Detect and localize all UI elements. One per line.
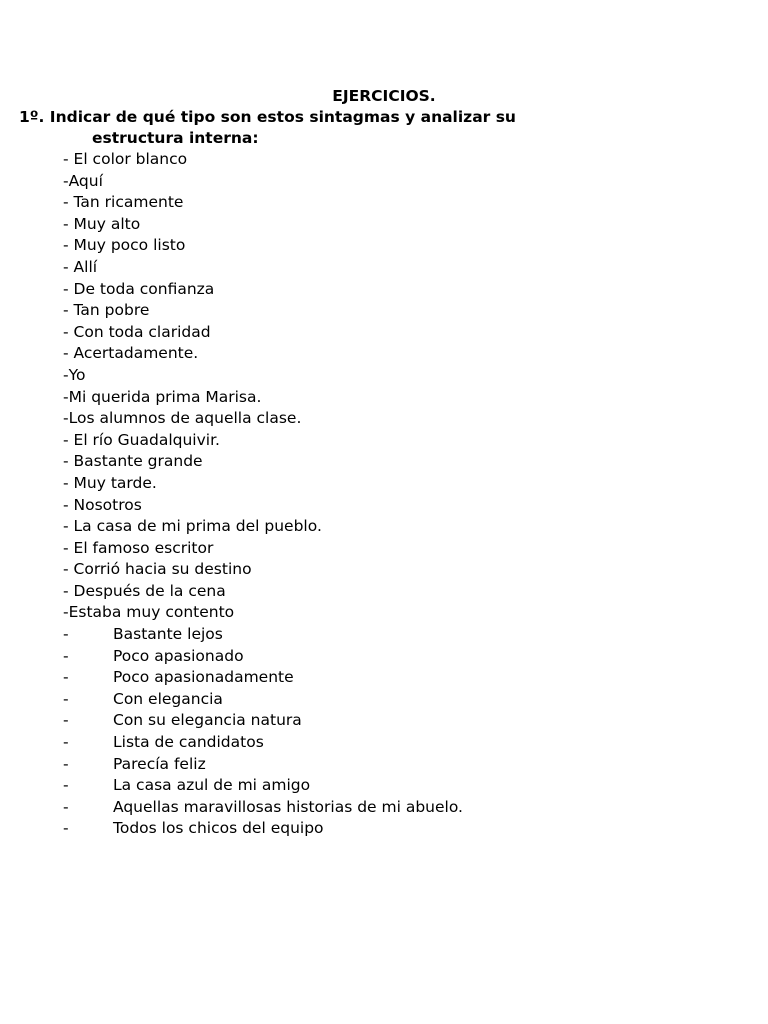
list-item-text: Estaba muy contento [68, 603, 235, 622]
list-item-text: Muy poco listo [73, 236, 186, 255]
list-item-bullet: - [63, 797, 69, 816]
list-item [63, 602, 463, 624]
list-item [63, 343, 463, 365]
list-item-bullet: - [63, 689, 69, 708]
phrase-list [63, 149, 463, 840]
list-item-text: Bastante grande [73, 452, 203, 471]
list-item [63, 279, 463, 301]
list-item [63, 624, 463, 646]
list-item-text: Mi querida prima Marisa. [68, 387, 262, 406]
list-item [63, 495, 463, 517]
list-item [63, 732, 463, 754]
list-item-bullet: - [63, 603, 69, 622]
list-item-text: Aquellas maravillosas historias de mi abuelo. [113, 797, 463, 816]
list-item-text: Con elegancia [113, 689, 223, 708]
list-item-text: Nosotros [73, 495, 142, 514]
list-item-bullet: - [63, 473, 74, 492]
list-item [63, 775, 463, 797]
list-item [63, 818, 463, 840]
list-item-bullet: - [63, 387, 69, 406]
list-item-text: Con su elegancia natura [113, 711, 302, 730]
list-item-bullet: - [63, 646, 69, 665]
list-item-text: Parecía feliz [113, 754, 206, 773]
list-item-text: De toda confianza [73, 279, 215, 298]
list-item-text: El río Guadalquivir. [73, 430, 220, 449]
list-item [63, 797, 463, 819]
list-item-bullet: - [63, 236, 74, 255]
list-item [63, 214, 463, 236]
list-item-text: Muy tarde. [73, 473, 157, 492]
list-item-bullet: - [63, 776, 69, 795]
question-line-2: estructura interna: [92, 129, 259, 147]
list-item-bullet: - [63, 538, 74, 557]
list-item-bullet: - [63, 193, 74, 212]
list-item-bullet: - [63, 754, 69, 773]
list-item-bullet: - [63, 495, 74, 514]
list-item-bullet: - [63, 279, 74, 298]
list-item-bullet: - [63, 517, 74, 536]
list-item-text: La casa azul de mi amigo [113, 776, 311, 795]
list-item-bullet: - [63, 257, 74, 276]
list-item-bullet: - [63, 171, 69, 190]
list-item-text: Aquí [68, 171, 103, 190]
document-title: EJERCICIOS. [332, 87, 436, 105]
list-item [63, 365, 463, 387]
list-item-text: Bastante lejos [113, 625, 223, 644]
list-item [63, 538, 463, 560]
list-item [63, 430, 463, 452]
list-item-text: Poco apasionadamente [113, 668, 294, 687]
list-item-text: Muy alto [73, 214, 141, 233]
list-item [63, 257, 463, 279]
list-item [63, 689, 463, 711]
list-item-bullet: - [63, 452, 74, 471]
list-item-bullet: - [63, 344, 74, 363]
list-item [63, 171, 463, 193]
exercise-question [19, 107, 659, 149]
list-item [63, 754, 463, 776]
list-item-text: Tan pobre [73, 301, 150, 320]
list-item [63, 300, 463, 322]
list-item [63, 559, 463, 581]
list-item [63, 581, 463, 603]
list-item [63, 710, 463, 732]
list-item [63, 667, 463, 689]
list-item [63, 473, 463, 495]
list-item-bullet: - [63, 150, 74, 168]
list-item-text: Allí [73, 257, 98, 276]
list-item-text: Acertadamente. [73, 344, 199, 363]
list-item-bullet: - [63, 322, 74, 341]
list-item-bullet: - [63, 733, 69, 752]
question-line-1: 1º. Indicar de qué tipo son estos sintagmas y analizar su [19, 108, 516, 126]
list-item-text: Poco apasionado [113, 646, 244, 665]
list-item-text: La casa de mi prima del pueblo. [73, 517, 322, 536]
list-item-text: El color blanco [73, 150, 188, 168]
list-item-bullet: - [63, 625, 69, 644]
list-item-bullet: - [63, 301, 74, 320]
list-item-text: Tan ricamente [73, 193, 184, 212]
list-item-bullet: - [63, 409, 69, 428]
list-item [63, 235, 463, 257]
list-item [63, 646, 463, 668]
list-item [63, 451, 463, 473]
list-item-bullet: - [63, 819, 69, 838]
list-item-bullet: - [63, 560, 74, 579]
list-item-text: El famoso escritor [73, 538, 214, 557]
list-item [63, 149, 463, 171]
list-item-text: Todos los chicos del equipo [113, 819, 324, 838]
list-item-text: Lista de candidatos [113, 733, 264, 752]
list-item [63, 516, 463, 538]
list-item [63, 387, 463, 409]
list-item-text: Después de la cena [73, 581, 226, 600]
list-item-bullet: - [63, 430, 74, 449]
list-item-text: Con toda claridad [73, 322, 211, 341]
list-item [63, 192, 463, 214]
list-item-text: Yo [68, 365, 86, 384]
list-item-bullet: - [63, 365, 69, 384]
list-item-bullet: - [63, 711, 69, 730]
list-item-bullet: - [63, 581, 74, 600]
list-item [63, 408, 463, 430]
list-item-text: Los alumnos de aquella clase. [68, 409, 302, 428]
list-item-text: Corrió hacia su destino [73, 560, 252, 579]
list-item-bullet: - [63, 214, 74, 233]
list-item-bullet: - [63, 668, 69, 687]
list-item [63, 322, 463, 344]
